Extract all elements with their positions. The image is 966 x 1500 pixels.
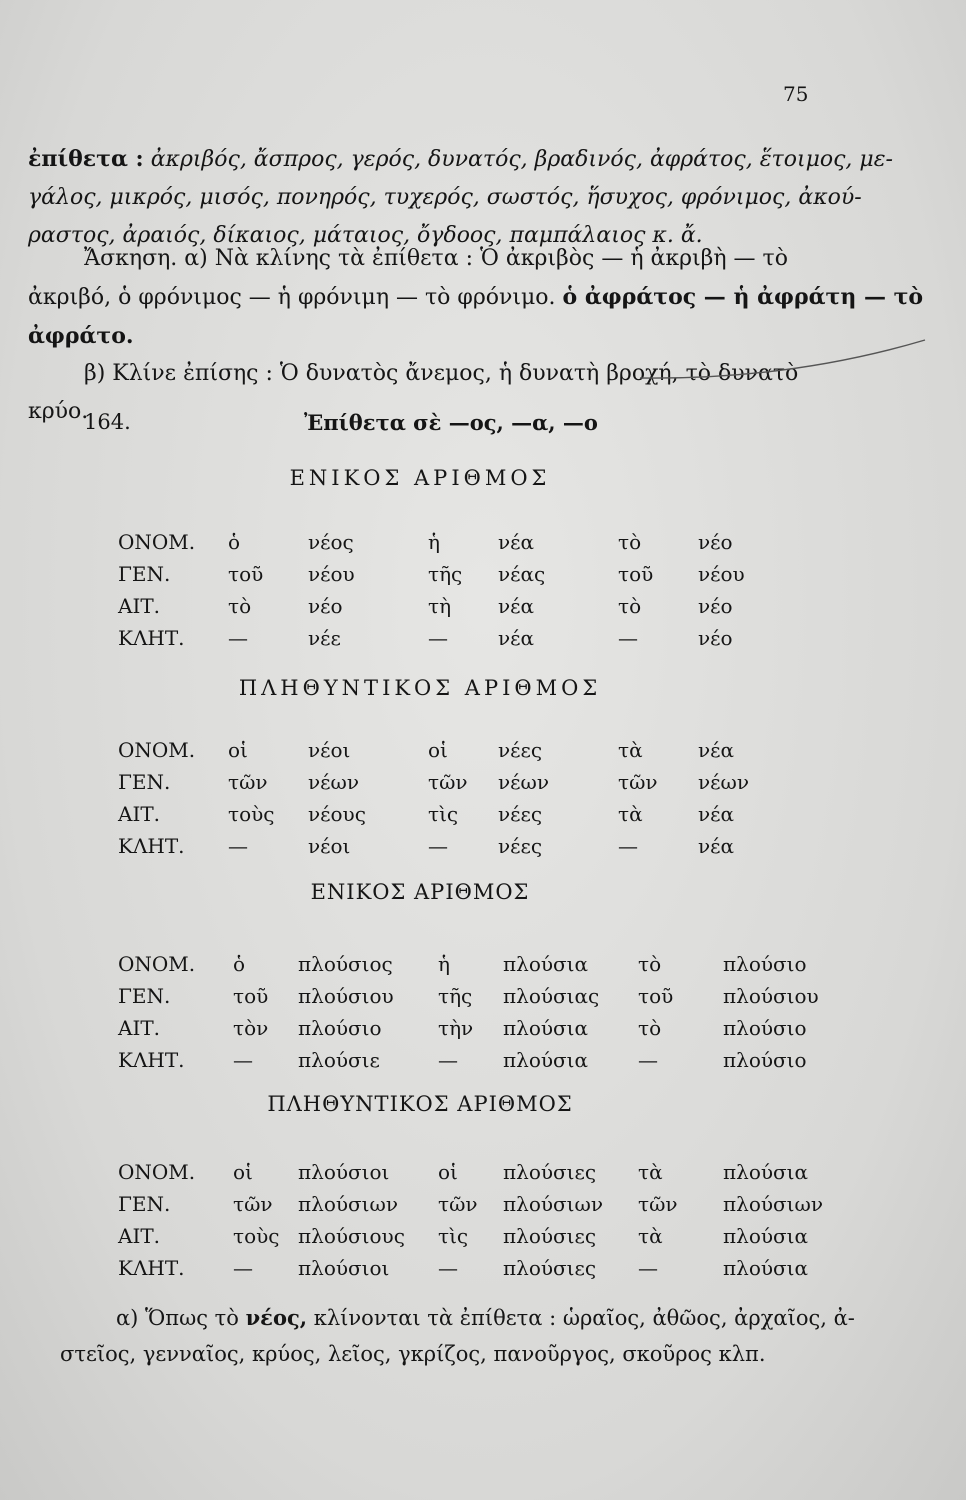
section-title: Ἐπίθετα σὲ —ος, —α, —ο — [304, 410, 598, 435]
table-row: ΚΛΗΤ. — πλούσιε — πλούσια — πλούσιο — [118, 1048, 807, 1072]
page-number: 75 — [783, 82, 809, 106]
table-1-title: ΕΝΙΚΟΣ ΑΡΙΘΜΟΣ — [289, 466, 551, 490]
exercise-line-3: ἀφράτο. — [28, 323, 134, 349]
footer-line-1: α) Ὅπως τὸ νέος, κλίνονται τὰ ἐπίθετα : ὡραῖος, ἀθῶος, ἀρχαῖος, ἀ- — [116, 1305, 855, 1330]
exercise-line-5: κρύο. — [28, 399, 89, 424]
table-3-title: ΕΝΙΚΟΣ ΑΡΙΘΜΟΣ — [310, 880, 530, 904]
table-row: ΓΕΝ. τοῦ νέου τῆς νέας τοῦ νέου — [118, 562, 745, 586]
table-row: ΓΕΝ. τῶν πλούσιων τῶν πλούσιων τῶν πλούσιων — [118, 1192, 823, 1216]
table-2-title: ΠΛΗΘΥΝΤΙΚΟΣ ΑΡΙΘΜΟΣ — [238, 676, 602, 700]
table-row: ΓΕΝ. τῶν νέων τῶν νέων τῶν νέων — [118, 770, 749, 794]
exercise-line-4: β) Κλίνε ἐπίσης : Ὁ δυνατὸς ἄνεμος, ἡ δυνατὴ βροχή, τὸ δυνατὸ — [84, 361, 799, 386]
table-row: ΚΛΗΤ. — νέε — νέα — νέο — [118, 626, 733, 650]
declension-table-1 — [118, 530, 828, 658]
table-row: ΚΛΗΤ. — νέοι — νέες — νέα — [118, 834, 735, 858]
intro-paragraph — [28, 140, 893, 255]
intro-line-2: γάλος, μικρός, μισός, πονηρός, τυχερός, σωστός, ἥσυχος, φρόνιμος, ἀκού- — [28, 185, 862, 210]
intro-line-1: ἐπίθετα : ἀκριβός, ἄσπρος, γερός, δυνατός, βραδινός, ἀφράτος, ἕτοιμος, με- — [28, 146, 893, 172]
table-row: ΟΝΟΜ. ὁ πλούσιος ἡ πλούσια τὸ πλούσιο — [118, 952, 807, 976]
table-row: ΓΕΝ. τοῦ πλούσιου τῆς πλούσιας τοῦ πλούσιου — [118, 984, 819, 1008]
declension-table-4 — [118, 1160, 828, 1288]
table-row: ΟΝΟΜ. οἱ νέοι οἱ νέες τὰ νέα — [118, 738, 735, 762]
table-row: ΟΝΟΜ. ὁ νέος ἡ νέα τὸ νέο — [118, 530, 733, 554]
table-row: ΑΙΤ. τοὺς νέους τὶς νέες τὰ νέα — [118, 802, 735, 826]
table-4-title: ΠΛΗΘΥΝΤΙΚΟΣ ΑΡΙΘΜΟΣ — [267, 1092, 573, 1116]
declension-table-2 — [118, 738, 828, 866]
exercise-line-2: ἀκριβό, ὁ φρόνιμος — ἡ φρόνιμη — τὸ φρόνιμο. ὁ ἀφράτος — ἡ ἀφράτη — τὸ — [28, 284, 924, 310]
table-row: ΑΙΤ. τὸν πλούσιο τὴν πλούσια τὸ πλούσιο — [118, 1016, 807, 1040]
table-row: ΟΝΟΜ. οἱ πλούσιοι οἱ πλούσιες τὰ πλούσια — [118, 1160, 809, 1184]
intro-lead: ἐπίθετα : — [28, 146, 144, 172]
footer-paragraph — [60, 1300, 860, 1372]
table-row: ΑΙΤ. τοὺς πλούσιους τὶς πλούσιες τὰ πλούσια — [118, 1224, 809, 1248]
footer-line-2: στεῖος, γενναῖος, κρύος, λεῖος, γκρίζος, πανοῦργος, σκοῦρος κλπ. — [60, 1342, 766, 1366]
section-number: 164. — [84, 410, 131, 434]
exercise-line-1: Ἄσκηση. α) Νὰ κλίνης τὰ ἐπίθετα : Ὁ ἀκριβὸς — ἡ ἀκριβὴ — τὸ — [84, 246, 788, 271]
table-row: ΑΙΤ. τὸ νέο τὴ νέα τὸ νέο — [118, 594, 733, 618]
table-row: ΚΛΗΤ. — πλούσιοι — πλούσιες — πλούσια — [118, 1256, 809, 1280]
pencil-mark — [640, 330, 930, 390]
intro-line-3: ραστος, ἀραιός, δίκαιος, μάταιος, ὄγδοος, παμπάλαιος κ. ἄ. — [28, 223, 703, 248]
declension-table-3 — [118, 952, 828, 1080]
